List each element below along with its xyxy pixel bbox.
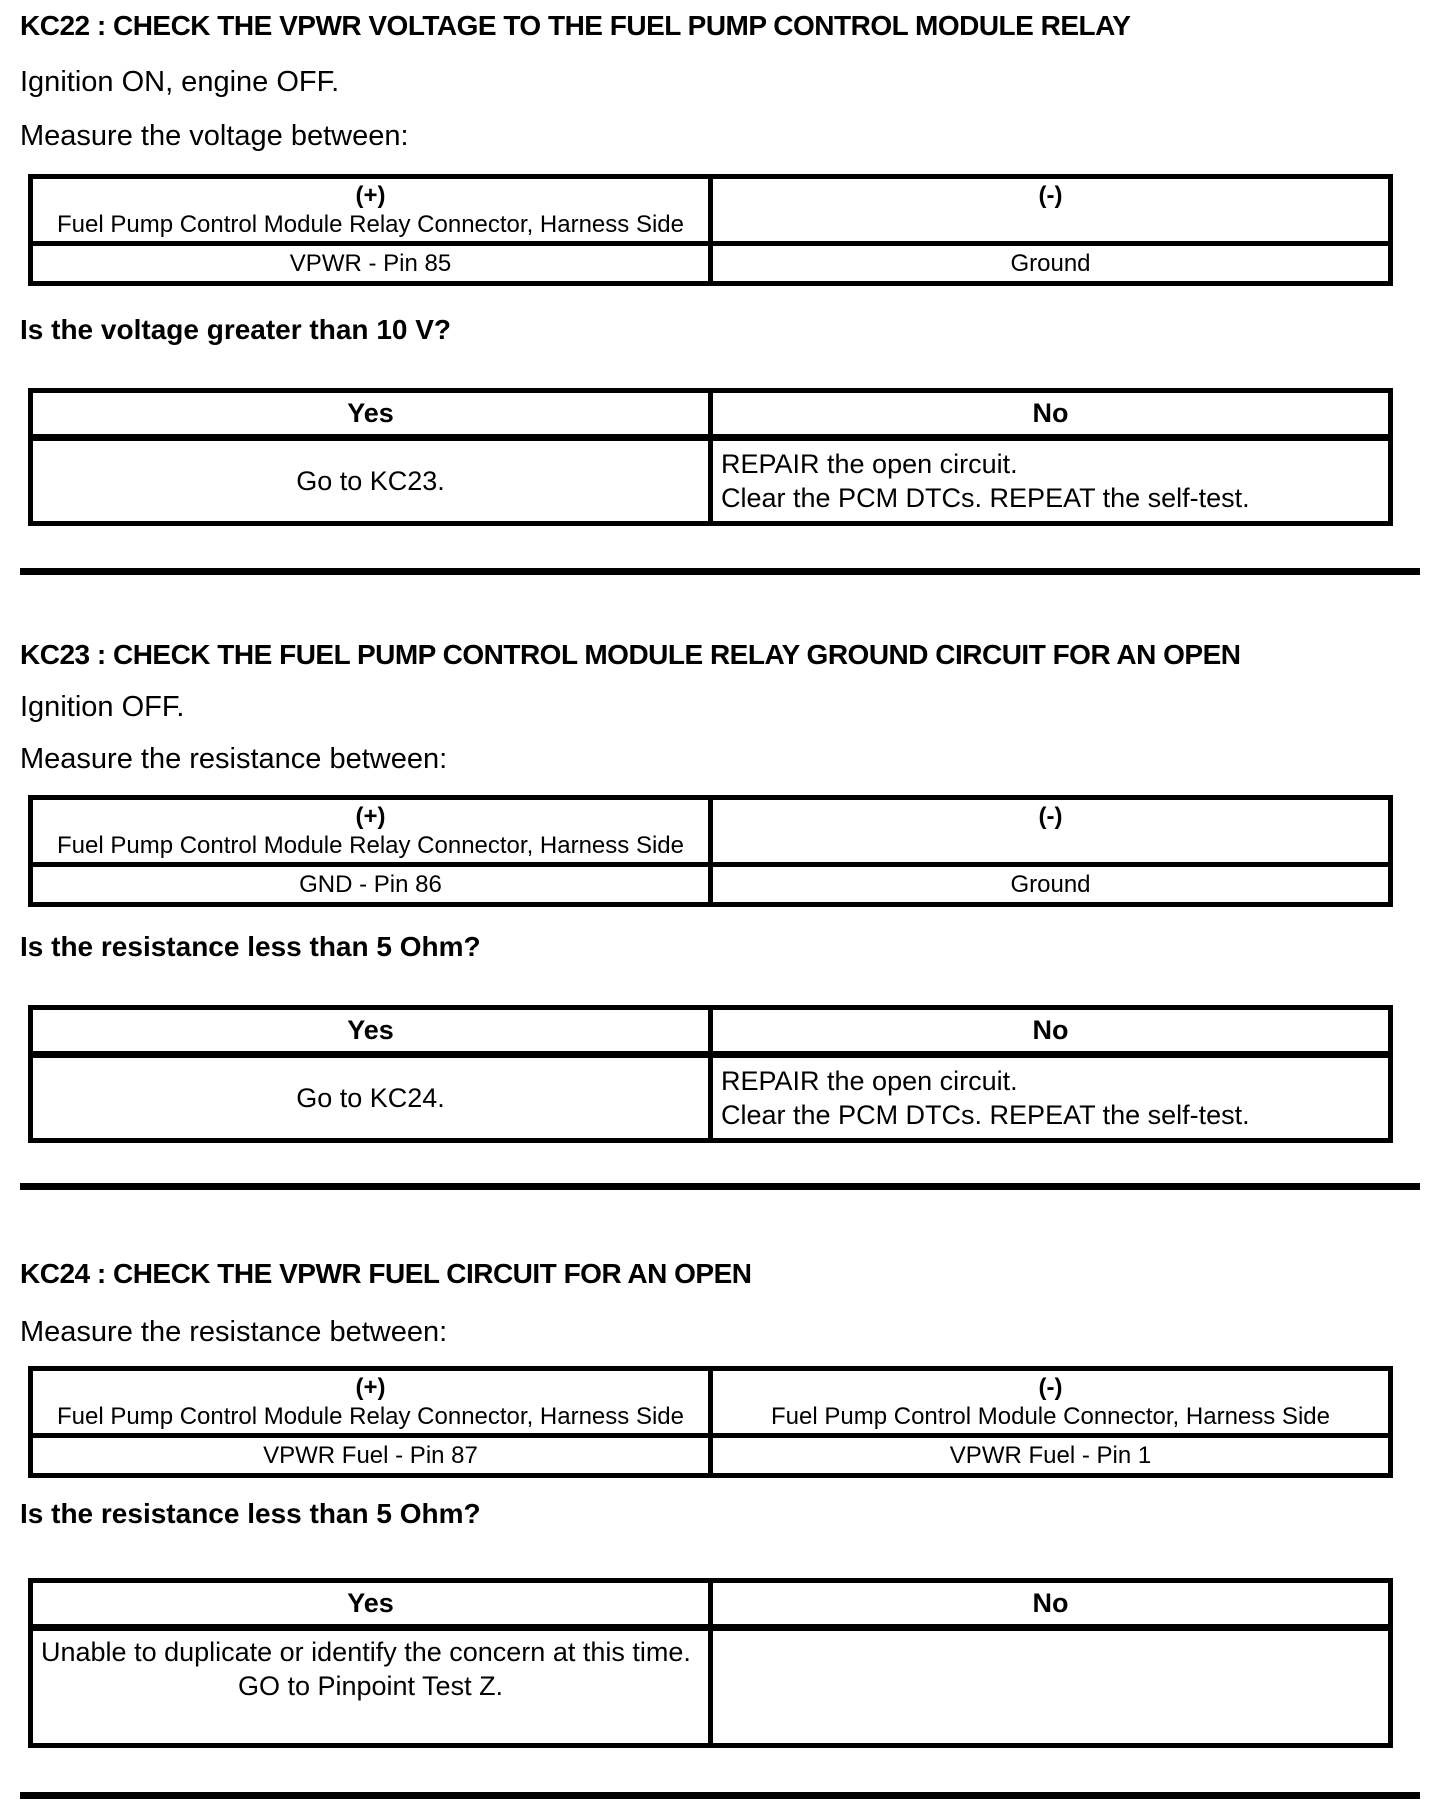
positive-connector-label: Fuel Pump Control Module Relay Connector, Harness Side: [57, 832, 684, 859]
positive-sign: (+): [355, 1374, 386, 1401]
positive-header-cell: [31, 1369, 711, 1436]
negative-point-cell: Ground: [711, 865, 1391, 905]
negative-sign: (-): [1038, 1374, 1063, 1401]
no-action-line: REPAIR the open circuit.: [721, 1066, 1018, 1096]
section-divider: [20, 1792, 1420, 1799]
result-action-row: [31, 1628, 1391, 1746]
section-divider: [20, 1183, 1420, 1190]
negative-header-cell: [711, 798, 1391, 865]
yes-action-cell: Go to KC24.: [31, 1055, 711, 1141]
yes-header-cell: Yes: [31, 1581, 711, 1628]
result-table-kc24: [28, 1578, 1393, 1748]
section-divider: [20, 568, 1420, 575]
condition-text: Ignition OFF.: [20, 691, 185, 723]
no-action-line: Clear the PCM DTCs. REPEAT the self-test.: [721, 1100, 1250, 1130]
instruction-text: Measure the resistance between:: [20, 1316, 448, 1348]
section-kc24: [0, 1256, 1440, 1799]
result-header-row: [31, 1581, 1391, 1628]
no-action-line: REPAIR the open circuit.: [721, 449, 1018, 479]
measurement-point-row: [31, 865, 1391, 905]
measurement-header-row: [31, 1369, 1391, 1436]
negative-sign: (-): [1038, 803, 1063, 830]
no-header-cell: No: [711, 1581, 1391, 1628]
section-title-kc22: KC22 : CHECK THE VPWR VOLTAGE TO THE FUEL PUMP CONTROL MODULE RELAY: [20, 10, 1131, 41]
measurement-table-kc24: [28, 1366, 1393, 1478]
positive-sign: (+): [355, 803, 386, 830]
negative-sign: (-): [1038, 182, 1063, 209]
yes-action-line: Unable to duplicate or identify the concern at this time.: [41, 1637, 691, 1667]
no-action-line: Clear the PCM DTCs. REPEAT the self-test.: [721, 483, 1250, 513]
yes-action-line: GO to Pinpoint Test Z.: [237, 1671, 504, 1701]
section-title-kc24: KC24 : CHECK THE VPWR FUEL CIRCUIT FOR AN OPEN: [20, 1258, 752, 1289]
question-text: Is the resistance less than 5 Ohm?: [20, 931, 481, 962]
section-kc23: [0, 637, 1440, 1190]
question-text: Is the resistance less than 5 Ohm?: [20, 1498, 481, 1529]
negative-point-cell: VPWR Fuel - Pin 1: [711, 1436, 1391, 1476]
result-action-row: [31, 438, 1391, 524]
result-table-kc23: [28, 1005, 1393, 1143]
measurement-point-row: [31, 244, 1391, 284]
no-header-cell: No: [711, 391, 1391, 438]
negative-header-cell: [711, 177, 1391, 244]
section-title-kc23: KC23 : CHECK THE FUEL PUMP CONTROL MODULE RELAY GROUND CIRCUIT FOR AN OPEN: [20, 639, 1241, 670]
section-kc22: [0, 8, 1440, 575]
positive-header-cell: [31, 177, 711, 244]
positive-point-cell: GND - Pin 86: [31, 865, 711, 905]
positive-sign: (+): [355, 182, 386, 209]
question-text: Is the voltage greater than 10 V?: [20, 314, 452, 345]
instruction-text: Measure the voltage between:: [20, 120, 409, 152]
result-header-row: [31, 1008, 1391, 1055]
negative-header-cell: [711, 1369, 1391, 1436]
no-header-cell: No: [711, 1008, 1391, 1055]
negative-point-cell: Ground: [711, 244, 1391, 284]
measurement-header-row: [31, 798, 1391, 865]
measurement-table-kc22: [28, 174, 1393, 286]
measurement-table-kc23: [28, 795, 1393, 907]
positive-connector-label: Fuel Pump Control Module Relay Connector, Harness Side: [57, 211, 684, 238]
positive-connector-label: Fuel Pump Control Module Relay Connector, Harness Side: [57, 1403, 684, 1430]
positive-point-cell: VPWR Fuel - Pin 87: [31, 1436, 711, 1476]
positive-point-cell: VPWR - Pin 85: [31, 244, 711, 284]
result-table-kc22: [28, 388, 1393, 526]
condition-text: Ignition ON, engine OFF.: [20, 66, 340, 98]
no-action-cell: [711, 438, 1391, 524]
yes-header-cell: Yes: [31, 1008, 711, 1055]
positive-header-cell: [31, 798, 711, 865]
result-action-row: [31, 1055, 1391, 1141]
yes-action-cell: [31, 1628, 711, 1746]
measurement-point-row: [31, 1436, 1391, 1476]
yes-action-cell: Go to KC23.: [31, 438, 711, 524]
result-header-row: [31, 391, 1391, 438]
no-action-cell: [711, 1055, 1391, 1141]
measurement-header-row: [31, 177, 1391, 244]
no-action-cell: [711, 1628, 1391, 1746]
negative-connector-label: Fuel Pump Control Module Connector, Harness Side: [771, 1403, 1330, 1430]
yes-header-cell: Yes: [31, 391, 711, 438]
instruction-text: Measure the resistance between:: [20, 743, 448, 775]
